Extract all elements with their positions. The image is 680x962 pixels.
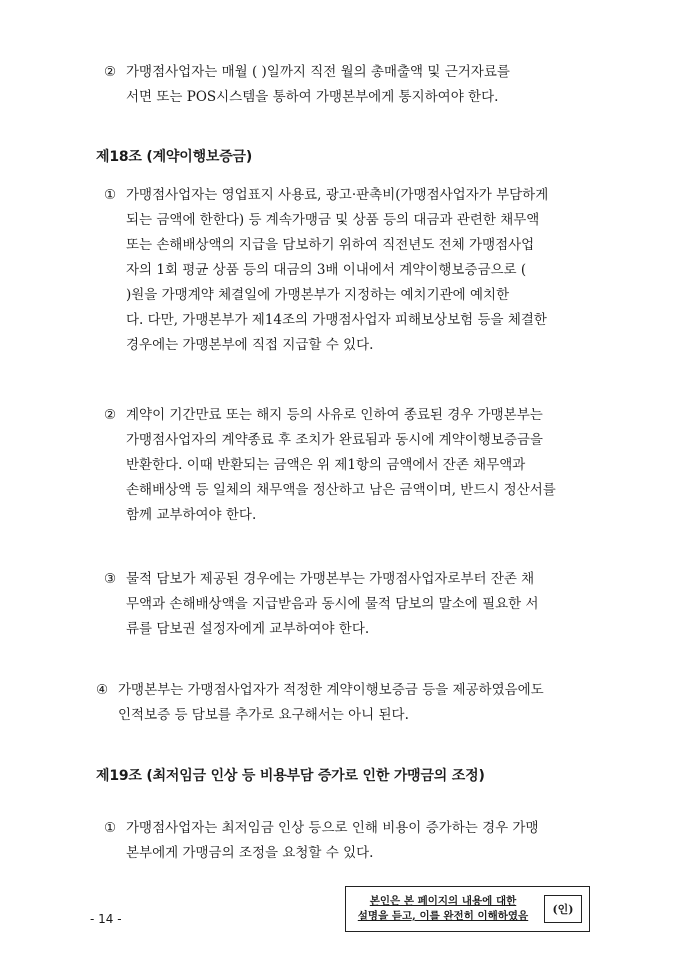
paragraph-line: 함께 교부하여야 한다. xyxy=(126,507,257,523)
clause19-heading: 제19조 (최저임금 인상 등 비용부담 증가로 인한 가맹금의 조정) xyxy=(96,768,485,784)
paragraph-line: 자의 1회 평균 상품 등의 대금의 3배 이내에서 계약이행보증금으로 ( xyxy=(126,262,527,278)
paragraph-line: 인적보증 등 담보를 추가로 요구해서는 아니 된다. xyxy=(118,707,409,723)
paragraph-number: ② xyxy=(104,64,117,80)
clause19-paragraph-1 xyxy=(104,816,590,866)
clause18-paragraph-2 xyxy=(104,403,590,528)
paragraph-number: ① xyxy=(104,820,117,836)
paragraph-number: ④ xyxy=(96,682,109,698)
clause18-paragraph-1 xyxy=(104,183,590,358)
confirmation-box xyxy=(345,886,590,932)
paragraph-line: 무액과 손해배상액을 지급받음과 동시에 물적 담보의 말소에 필요한 서 xyxy=(126,596,539,612)
clause18-heading: 제18조 (계약이행보증금) xyxy=(96,149,253,165)
clause17-paragraph-2 xyxy=(104,60,590,110)
confirmation-line: 본인은 본 페이지의 내용에 대한 xyxy=(369,895,517,907)
clause18-paragraph-3 xyxy=(104,567,590,642)
paragraph-number: ① xyxy=(104,187,117,203)
paragraph-line: 본부에게 가맹금의 조정을 요청할 수 있다. xyxy=(126,845,374,861)
paragraph-line: 가맹점사업자는 최저임금 인상 등으로 인해 비용이 증가하는 경우 가맹 xyxy=(126,820,539,836)
seal-sign-field[interactable]: (인) xyxy=(544,895,582,923)
confirmation-text xyxy=(346,894,538,924)
paragraph-line: 가맹점사업자는 영업표지 사용료, 광고·판촉비(가맹점사업자가 부담하게 xyxy=(126,187,549,203)
paragraph-line: 물적 담보가 제공된 경우에는 가맹본부는 가맹점사업자로부터 잔존 채 xyxy=(126,571,535,587)
paragraph-line: 경우에는 가맹본부에 직접 지급할 수 있다. xyxy=(126,337,374,353)
paragraph-line: 서면 또는 POS시스템을 통하여 가맹본부에게 통지하여야 한다. xyxy=(126,89,499,105)
paragraph-line: 되는 금액에 한한다) 등 계속가맹금 및 상품 등의 대금과 관련한 채무액 xyxy=(126,212,540,228)
paragraph-line: 가맹점사업자의 계약종료 후 조치가 완료됨과 동시에 계약이행보증금을 xyxy=(126,432,543,448)
paragraph-line: 손해배상액 등 일체의 채무액을 정산하고 남은 금액이며, 반드시 정산서를 xyxy=(126,482,556,498)
paragraph-line: 다. 다만, 가맹본부가 제14조의 가맹점사업자 피해보상보험 등을 체결한 xyxy=(126,312,547,328)
paragraph-line: 가맹본부는 가맹점사업자가 적정한 계약이행보증금 등을 제공하였음에도 xyxy=(118,682,544,698)
confirmation-line: 설명을 듣고, 이를 완전히 이해하였음 xyxy=(357,910,529,922)
page-number: - 14 - xyxy=(90,912,122,926)
paragraph-line: 류를 담보권 설정자에게 교부하여야 한다. xyxy=(126,621,370,637)
paragraph-line: )원을 가맹계약 체결일에 가맹본부가 지정하는 예치기관에 예치한 xyxy=(126,287,510,303)
paragraph-line: 또는 손해배상액의 지급을 담보하기 위하여 직전년도 전체 가맹점사업 xyxy=(126,237,535,253)
clause18-paragraph-4 xyxy=(96,678,582,728)
paragraph-line: 반환한다. 이때 반환되는 금액은 위 제1항의 금액에서 잔존 채무액과 xyxy=(126,457,526,473)
paragraph-line: 계약이 기간만료 또는 해지 등의 사유로 인하여 종료된 경우 가맹본부는 xyxy=(126,407,543,423)
paragraph-line: 가맹점사업자는 매월 ( )일까지 직전 월의 총매출액 및 근거자료를 xyxy=(126,64,510,80)
paragraph-number: ③ xyxy=(104,571,117,587)
paragraph-number: ② xyxy=(104,407,117,423)
